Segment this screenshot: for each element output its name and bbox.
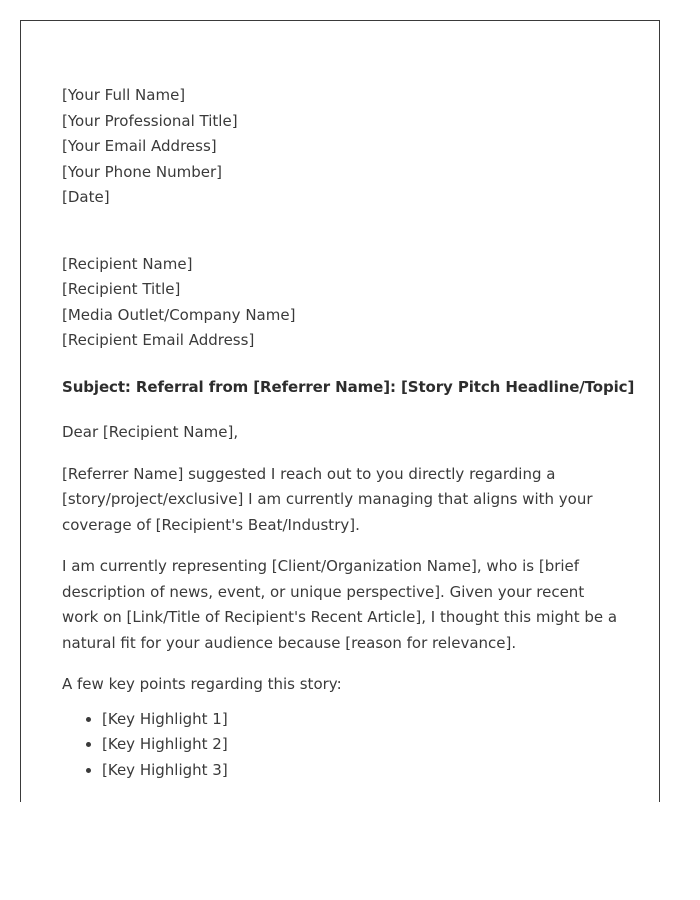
list-item: • [Key Highlight 3] <box>102 758 622 784</box>
subject-line: Subject: Referral from [Referrer Name]: [Story Pitch Headline/Topic] <box>62 377 635 396</box>
sender-title: [Your Professional Title] <box>62 111 238 130</box>
letter-date: [Date] <box>62 188 110 206</box>
greeting: Dear [Recipient Name], <box>62 423 239 441</box>
key-points-intro: A few key points regarding this story: <box>62 675 342 693</box>
letter-page <box>20 20 660 802</box>
body-paragraph-2: I am currently representing [Client/Organization Name], who is [brief description of news, event, or unique perspective]. Given your recent work on [Link/Title of Recipient's Recent Article], I thought this might be a natural fit for your audience because [reason for relevance]. <box>62 557 618 652</box>
recipient-company: [Media Outlet/Company Name] <box>62 305 296 324</box>
sender-phone: [Your Phone Number] <box>62 162 222 181</box>
list-item: • [Key Highlight 2] <box>102 732 622 758</box>
letter-content <box>62 83 635 783</box>
highlights-list <box>62 707 622 784</box>
recipient-email: [Recipient Email Address] <box>62 331 255 349</box>
recipient-name: [Recipient Name] <box>62 254 193 273</box>
sender-block <box>62 83 622 211</box>
sender-name: [Your Full Name] <box>62 86 186 104</box>
recipient-title: [Recipient Title] <box>62 280 181 298</box>
body-paragraph-1: [Referrer Name] suggested I reach out to you directly regarding a [story/project/exclusive] I am currently managing that aligns with your coverage of [Recipient's Beat/Industry]. <box>62 464 593 534</box>
sender-email: [Your Email Address] <box>62 137 217 155</box>
list-item: • [Key Highlight 1] <box>102 707 622 733</box>
recipient-block <box>62 252 622 354</box>
